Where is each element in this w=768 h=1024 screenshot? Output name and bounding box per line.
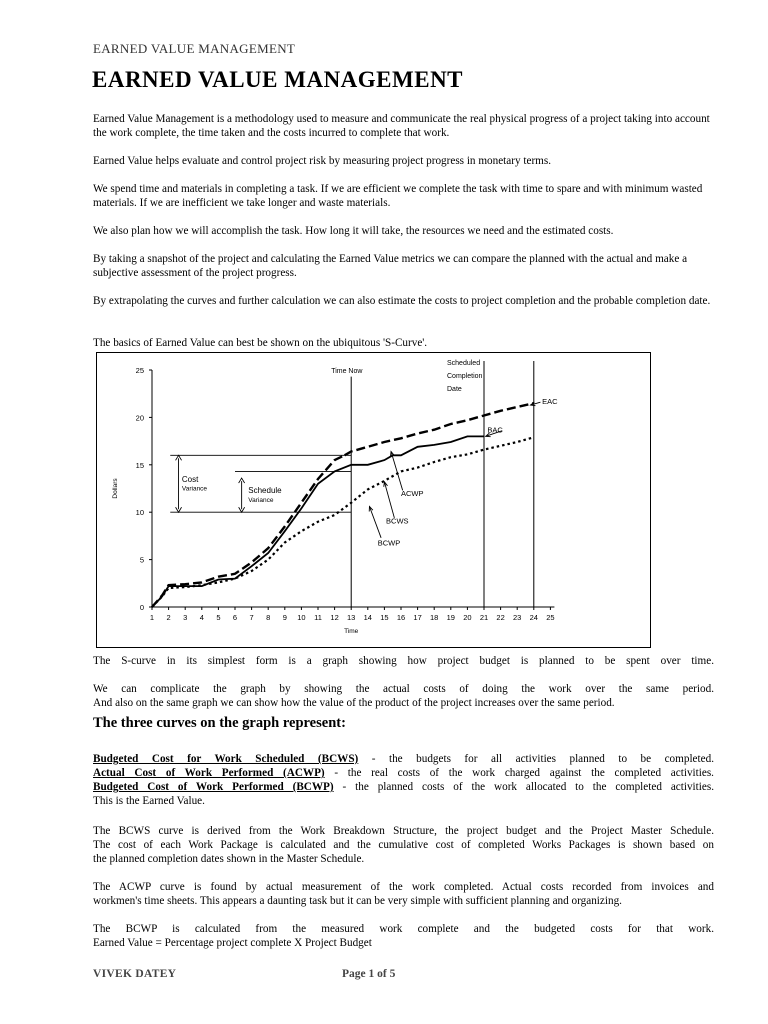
series-eac-line [345,403,534,455]
x-tick-label: 20 [463,613,472,622]
x-tick-label: 25 [546,613,555,622]
y-tick-label: 20 [135,413,144,423]
x-tick-label: 19 [446,613,455,622]
paragraph-plan: We also plan how we will accomplish the task. How long it will take, the resources we need and the estimated costs. [93,225,614,237]
chart-reference-lines [170,361,534,607]
earned-value-note: This is the Earned Value. [93,795,205,807]
x-tick-label: 8 [266,613,271,622]
cost-label: Cost [181,474,199,484]
paragraph-s-curve-definition [93,654,714,668]
bcws-line-2: The cost of each Work Package is calculated and the cumulative cost of completed Works Packages is shown based on [93,839,714,851]
acwp-label: ACWP [401,489,424,499]
x-tick-label: 3 [183,613,188,622]
page-title: EARNED VALUE MANAGEMENT [92,67,464,92]
paragraph-efficiency: We spend time and materials in completing a task. If we are efficient we complete the task with time to spare and with minimum wasted materials. If we are inefficient we take longer and waste materials. [93,183,703,209]
paragraph-bcws [93,824,714,866]
bcws-line-1: The BCWS curve is derived from the Work Breakdown Structure, the project budget and the Project Master Schedule. [93,825,714,837]
bcwp-line-2: Earned Value = Percentage project complete X Project Budget [93,937,372,949]
desc-acwp: - the real costs of the work charged against the completed activities. [324,767,714,779]
s-curve-svg [97,353,650,647]
paragraph-acwp [93,880,714,908]
chart-annotations [176,360,559,547]
footer-author: VIVEK DATEY [93,968,177,980]
term-bcws: Budgeted Cost for Work Scheduled (BCWS) [93,753,359,765]
y-tick-label: 10 [135,508,144,518]
x-tick-label: 16 [396,613,406,622]
cost-variance-label: Variance [181,485,208,493]
s-curve-chart [96,352,651,648]
x-tick-label: 11 [314,613,322,622]
y-tick-label: 5 [139,555,144,565]
y-tick-label: 0 [139,603,144,612]
desc-bcws: - the budgets for all activities planned to be completed. [358,753,714,765]
intro-paragraph: Earned Value Management is a methodology used to measure and communicate the real physical progress of a project taking into account the work complete, the time taken and the costs incurred to complete that work. [93,113,710,139]
x-tick-label: 7 [249,613,254,622]
schedule-variance-label: Variance [248,496,274,504]
section-heading: The three curves on the graph represent: [93,715,346,731]
y-tick-label: 15 [135,460,144,470]
x-tick-label: 17 [413,613,422,622]
x-tick-label: 10 [297,613,306,622]
term-bcwp: Budgeted Cost of Work Performed (BCWP) [93,781,334,793]
definition-acwp [93,766,714,780]
eac-label: EAC [542,397,558,407]
bac-label: BAC [487,425,503,435]
x-tick-label: 6 [232,613,238,622]
complicate-line-2: And also on the same graph we can show how the value of the product of the project increases over the same period. [93,697,615,709]
x-tick-label: 24 [529,613,538,622]
term-acwp: Actual Cost of Work Performed (ACWP) [93,767,325,779]
scheduled-label-line-3: Date [447,386,462,393]
schedule-label: Schedule [248,486,282,496]
series-bcwp-line [152,437,534,607]
complicate-line-1: We can complicate the graph by showing the actual costs of doing the work over the same period. [93,683,714,695]
bcwp-pointer [369,507,381,538]
x-tick-label: 15 [380,613,389,622]
acwp-line-2: workmen's time sheets. This appears a daunting task but it can be very simple with sufficient planning and organizing. [93,895,622,907]
x-tick-label: 5 [216,613,221,622]
x-tick-label: 1 [149,613,155,622]
time-now-label: Time Now [331,367,363,375]
definitions-list [93,752,714,808]
chart-axes [152,367,554,607]
x-tick-label: 12 [330,613,339,622]
x-tick-label: 22 [496,613,505,622]
desc-bcwp: - the planned costs of the work allocated to the completed activities. [333,781,714,793]
paragraph-s-curve: The basics of Earned Value can best be shown on the ubiquitous 'S-Curve'. [93,337,428,349]
x-axis-label: Time [344,628,359,635]
definition-bcwp [93,780,714,794]
x-tick-label: 2 [166,613,171,622]
footer-page-number: Page 1 of 5 [342,968,396,980]
definition-bcws [93,752,714,766]
paragraph-extrapolate: By extrapolating the curves and further calculation we can also estimate the costs to project completion and the probable completion date. [93,295,711,307]
x-tick-label: 9 [282,613,287,622]
bcwp-label: BCWP [377,538,401,548]
paragraph-complicate [93,682,714,710]
paragraph-snapshot: By taking a snapshot of the project and calculating the Earned Value metrics we can compare the planned with the actual and make a subjective assessment of the project progress. [93,253,688,279]
chart-series [152,403,534,607]
s-curve-definition-line: The S-curve in its simplest form is a graph showing how project budget is planned to be spent over time. [93,655,714,667]
x-tick-label: 4 [199,613,204,622]
x-tick-label: 23 [513,613,522,622]
y-axis-label: Dollars [112,478,119,499]
bcws-label: BCWS [386,516,409,526]
bcws-line-3: the planned completion dates shown in the Master Schedule. [93,853,365,865]
bcws-pointer [384,482,394,518]
acwp-line-1: The ACWP curve is found by actual measurement of the work completed. Actual costs recorded from invoices and [93,881,714,893]
bcwp-line-1: The BCWP is calculated from the measured work complete and the budgeted costs for that work. [93,923,714,935]
series-bcws-line [152,455,345,607]
paragraph-risk: Earned Value helps evaluate and control project risk by measuring project progress in monetary terms. [93,155,552,167]
scheduled-label-line-1: Scheduled [447,360,481,367]
paragraph-bcwp [93,922,714,950]
scheduled-label-line-2: Completion [447,373,483,380]
x-tick-label: 13 [347,613,356,622]
x-tick-label: 18 [430,613,439,622]
x-tick-label: 14 [363,613,372,622]
y-tick-label: 25 [135,366,144,375]
x-tick-label: 21 [479,613,489,622]
running-header: EARNED VALUE MANAGEMENT [93,41,296,56]
